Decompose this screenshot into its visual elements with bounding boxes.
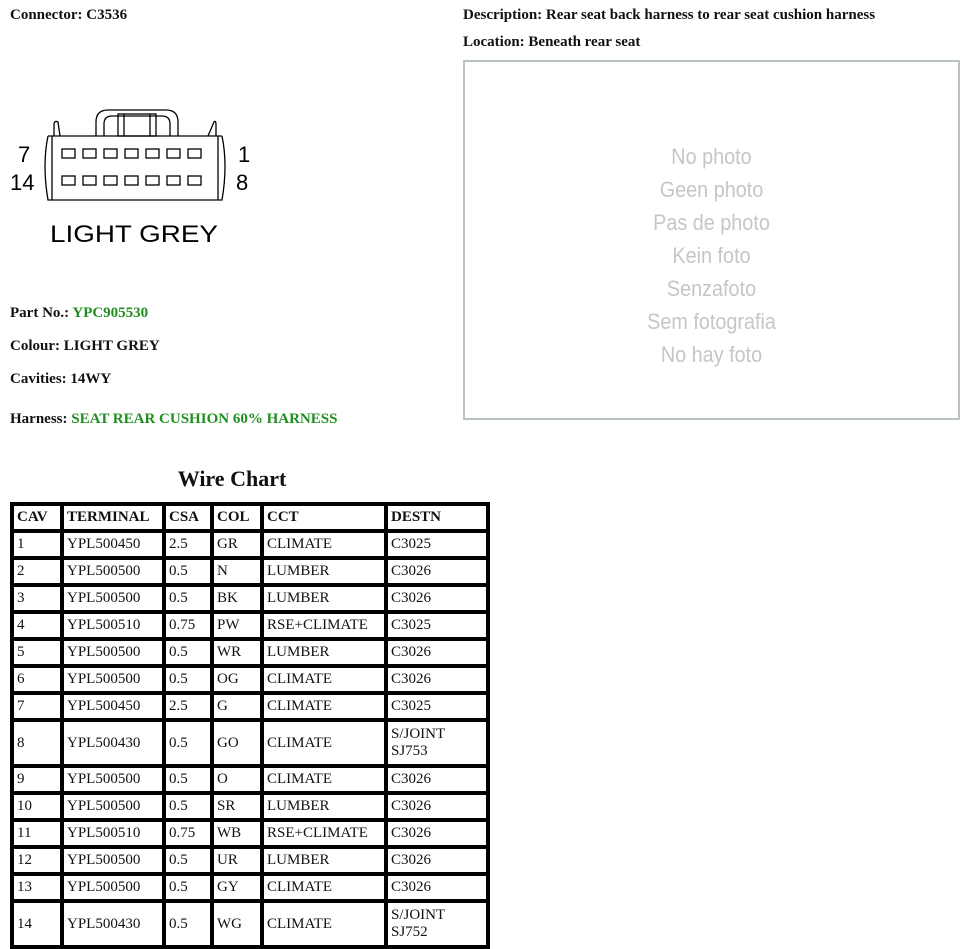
- cell-cav: 14: [12, 901, 62, 947]
- pin-number-bottom-right: 8: [236, 170, 249, 195]
- cell-csa: 0.5: [164, 874, 212, 901]
- column-header-cav: CAV: [12, 504, 62, 531]
- cell-col: GR: [212, 531, 262, 558]
- location-value: Beneath rear seat: [528, 34, 641, 50]
- cell-destn: C3026: [386, 666, 488, 693]
- cell-destn: C3026: [386, 766, 488, 793]
- cell-col: N: [212, 558, 262, 585]
- table-row: [12, 585, 488, 612]
- connector-face-diagram: [8, 100, 258, 250]
- cell-terminal: YPL500430: [62, 901, 164, 947]
- cell-cav: 5: [12, 639, 62, 666]
- cell-destn: S/JOINT SJ753: [386, 720, 488, 766]
- column-header-terminal: TERMINAL: [62, 504, 164, 531]
- cell-cct: LUMBER: [262, 793, 386, 820]
- cell-terminal: YPL500500: [62, 847, 164, 874]
- wire-chart-title: Wire Chart: [177, 466, 287, 491]
- no-photo-line: Pas de photo: [653, 210, 770, 235]
- cell-cct: LUMBER: [262, 847, 386, 874]
- cell-cav: 1: [12, 531, 62, 558]
- table-row: [12, 558, 488, 585]
- table-row: [12, 874, 488, 901]
- cell-csa: 0.5: [164, 558, 212, 585]
- description-value: Rear seat back harness to rear seat cushion harness: [545, 7, 876, 23]
- cell-terminal: YPL500500: [62, 666, 164, 693]
- cell-csa: 0.75: [164, 612, 212, 639]
- connector-field: [10, 7, 127, 24]
- cell-col: GY: [212, 874, 262, 901]
- harness-link[interactable]: SEAT REAR CUSHION 60% HARNESS: [71, 411, 338, 427]
- cell-destn: C3025: [386, 531, 488, 558]
- cell-col: WR: [212, 639, 262, 666]
- table-row: [12, 531, 488, 558]
- cell-col: WB: [212, 820, 262, 847]
- cell-cav: 7: [12, 693, 62, 720]
- cell-csa: 0.5: [164, 639, 212, 666]
- table-row: [12, 666, 488, 693]
- cell-terminal: YPL500450: [62, 693, 164, 720]
- cell-csa: 0.5: [164, 793, 212, 820]
- part-number-label: Part No.:: [10, 305, 70, 321]
- table-row: [12, 720, 488, 766]
- cell-destn: C3026: [386, 639, 488, 666]
- wire-chart-header-row: [12, 504, 488, 531]
- cell-destn: S/JOINT SJ752: [386, 901, 488, 947]
- harness-field: [10, 411, 337, 428]
- table-row: [12, 693, 488, 720]
- no-photo-line: No hay foto: [660, 342, 763, 367]
- cell-col: GO: [212, 720, 262, 766]
- colour-label: Colour:: [10, 338, 60, 354]
- cell-col: O: [212, 766, 262, 793]
- cell-terminal: YPL500430: [62, 720, 164, 766]
- wire-chart-body: [12, 531, 488, 947]
- cell-col: SR: [212, 793, 262, 820]
- cell-terminal: YPL500500: [62, 639, 164, 666]
- cell-cav: 3: [12, 585, 62, 612]
- cell-terminal: YPL500500: [62, 585, 164, 612]
- cell-cct: CLIMATE: [262, 766, 386, 793]
- pin-number-top-left: 7: [18, 142, 31, 167]
- cell-destn: C3026: [386, 558, 488, 585]
- harness-label: Harness:: [10, 411, 68, 427]
- cell-terminal: YPL500500: [62, 558, 164, 585]
- column-header-csa: CSA: [164, 504, 212, 531]
- column-header-destn: DESTN: [386, 504, 488, 531]
- no-photo-line: Kein foto: [672, 243, 751, 268]
- location-label: Location:: [463, 34, 525, 50]
- cell-terminal: YPL500500: [62, 874, 164, 901]
- cell-cct: CLIMATE: [262, 693, 386, 720]
- cell-cct: LUMBER: [262, 585, 386, 612]
- cell-cav: 13: [12, 874, 62, 901]
- cell-terminal: YPL500510: [62, 820, 164, 847]
- cavities-label: Cavities:: [10, 371, 67, 387]
- cell-csa: 2.5: [164, 531, 212, 558]
- part-number-field: [10, 305, 148, 322]
- cell-destn: C3025: [386, 693, 488, 720]
- cell-col: WG: [212, 901, 262, 947]
- cell-cct: RSE+CLIMATE: [262, 820, 386, 847]
- cell-csa: 0.5: [164, 666, 212, 693]
- cell-col: UR: [212, 847, 262, 874]
- cell-col: OG: [212, 666, 262, 693]
- table-row: [12, 766, 488, 793]
- cell-cct: RSE+CLIMATE: [262, 612, 386, 639]
- cell-col: G: [212, 693, 262, 720]
- no-photo-text: [465, 140, 958, 371]
- cell-cct: LUMBER: [262, 639, 386, 666]
- cell-cav: 12: [12, 847, 62, 874]
- connector-label: Connector:: [10, 7, 83, 23]
- cell-csa: 0.5: [164, 585, 212, 612]
- cell-cav: 2: [12, 558, 62, 585]
- cell-destn: C3026: [386, 820, 488, 847]
- column-header-cct: CCT: [262, 504, 386, 531]
- location-field: [463, 34, 640, 51]
- cell-cav: 4: [12, 612, 62, 639]
- cell-csa: 0.5: [164, 847, 212, 874]
- table-row: [12, 793, 488, 820]
- cell-cct: CLIMATE: [262, 901, 386, 947]
- colour-value: LIGHT GREY: [63, 338, 160, 354]
- cell-cct: CLIMATE: [262, 666, 386, 693]
- cell-destn: C3026: [386, 793, 488, 820]
- cell-cav: 10: [12, 793, 62, 820]
- cell-cct: LUMBER: [262, 558, 386, 585]
- cavities-value: 14WY: [70, 371, 112, 387]
- cell-cav: 11: [12, 820, 62, 847]
- cell-cct: CLIMATE: [262, 720, 386, 766]
- table-row: [12, 639, 488, 666]
- no-photo-line: Senzafoto: [666, 276, 757, 301]
- table-row: [12, 612, 488, 639]
- colour-field: [10, 338, 160, 355]
- table-row: [12, 820, 488, 847]
- cell-col: BK: [212, 585, 262, 612]
- part-number-link[interactable]: YPC905530: [72, 305, 149, 321]
- cell-cct: CLIMATE: [262, 874, 386, 901]
- table-row: [12, 847, 488, 874]
- cell-destn: C3026: [386, 585, 488, 612]
- cell-cav: 8: [12, 720, 62, 766]
- cell-csa: 2.5: [164, 693, 212, 720]
- cell-cav: 6: [12, 666, 62, 693]
- cell-csa: 0.75: [164, 820, 212, 847]
- cavity-grid: [62, 149, 201, 185]
- photo-placeholder: [463, 60, 960, 420]
- cell-csa: 0.5: [164, 901, 212, 947]
- no-photo-line: Sem fotografia: [647, 309, 776, 334]
- cell-cav: 9: [12, 766, 62, 793]
- cell-terminal: YPL500450: [62, 531, 164, 558]
- no-photo-line: Geen photo: [659, 177, 764, 202]
- cell-csa: 0.5: [164, 766, 212, 793]
- pin-number-bottom-left: 14: [10, 170, 35, 195]
- cell-col: PW: [212, 612, 262, 639]
- cell-destn: C3025: [386, 612, 488, 639]
- cell-cct: CLIMATE: [262, 531, 386, 558]
- no-photo-line: No photo: [671, 144, 752, 169]
- column-header-col: COL: [212, 504, 262, 531]
- table-row: [12, 901, 488, 947]
- cell-destn: C3026: [386, 874, 488, 901]
- description-field: [463, 7, 875, 24]
- cell-terminal: YPL500500: [62, 793, 164, 820]
- cell-terminal: YPL500510: [62, 612, 164, 639]
- connector-value: C3536: [86, 7, 128, 23]
- cavities-field: [10, 371, 111, 388]
- cell-terminal: YPL500500: [62, 766, 164, 793]
- connector-colour-caption: LIGHT GREY: [50, 221, 218, 248]
- pin-number-top-right: 1: [238, 142, 251, 167]
- cell-destn: C3026: [386, 847, 488, 874]
- wire-chart-table: [10, 502, 490, 949]
- description-label: Description:: [463, 7, 543, 23]
- cell-csa: 0.5: [164, 720, 212, 766]
